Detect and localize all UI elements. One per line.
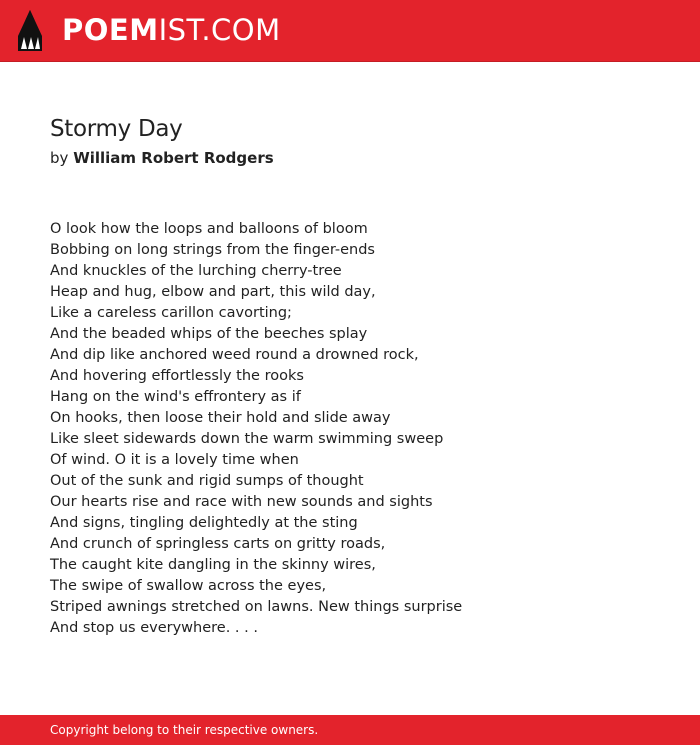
poem-title: Stormy Day (50, 116, 183, 142)
poem-line: Heap and hug, elbow and part, this wild day, (50, 284, 376, 300)
poem-line: And signs, tingling delightedly at the sting (50, 515, 358, 531)
pencil-tip-icon[interactable] (18, 10, 42, 51)
poem-line: And dip like anchored weed round a drowned rock, (50, 347, 419, 363)
by-label: by (50, 149, 69, 167)
poem-line: O look how the loops and balloons of bloom (50, 221, 368, 237)
poem-line: And stop us everywhere. . . . (50, 620, 258, 636)
poem-line: Like a careless carillon cavorting; (50, 305, 292, 321)
poem-line: And knuckles of the lurching cherry-tree (50, 263, 342, 279)
poem-line: The caught kite dangling in the skinny wires, (50, 557, 376, 573)
poem-line: The swipe of swallow across the eyes, (50, 578, 327, 594)
poem-line: Our hearts rise and race with new sounds and sights (50, 494, 433, 510)
poem-line: Bobbing on long strings from the finger-ends (50, 242, 375, 258)
poem-line: And the beaded whips of the beeches splay (50, 326, 368, 342)
poem-line: Striped awnings stretched on lawns. New things surprise (50, 599, 463, 615)
poem-line: And crunch of springless carts on gritty roads, (50, 536, 386, 552)
site-footer (0, 715, 700, 745)
site-logo-link[interactable] (62, 13, 281, 47)
poem-byline (50, 149, 274, 167)
poem-line: Out of the sunk and rigid sumps of thought (50, 473, 364, 489)
poem-line: Of wind. O it is a lovely time when (50, 452, 299, 468)
copyright-text: Copyright belong to their respective owners. (50, 723, 319, 737)
brand-name-light: IST.COM (158, 13, 281, 47)
site-header (0, 0, 700, 62)
brand-name-bold: POEM (62, 13, 159, 47)
poem-body (50, 219, 650, 639)
poem-line: Like sleet sidewards down the warm swimming sweep (50, 431, 444, 447)
poem-line: On hooks, then loose their hold and slide away (50, 410, 391, 426)
poem-author-link[interactable]: William Robert Rodgers (73, 149, 274, 167)
poem-line: And hovering effortlessly the rooks (50, 368, 304, 384)
poem-line: Hang on the wind's effrontery as if (50, 389, 301, 405)
